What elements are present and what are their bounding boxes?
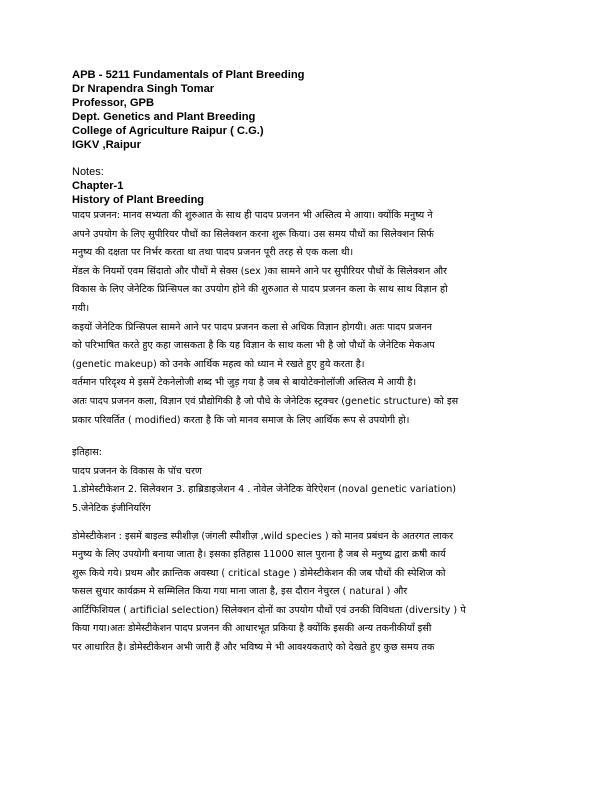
text-line: मेंडल के नियमों एवम सिंदातो और पौधों मे सेक्स (sex )का सामने आने पर सुपीरियर पौधों के सिलेक्शन और <box>72 265 447 277</box>
author-name: Dr Nrapendra Singh Tomar <box>72 83 215 95</box>
intro-paragraphs <box>72 207 542 430</box>
text-line: गयी। <box>72 302 90 314</box>
text-line: शुरू किये गये। प्रथम और क्रान्तिक अवस्था ( critical stage ) डोमेस्टीकेशन की जब पौधों की स्पेशिज को <box>72 567 446 579</box>
history-section <box>72 444 542 518</box>
domestication-paragraph <box>72 528 542 658</box>
chapter-title: History of Plant Breeding <box>72 194 205 206</box>
text-line: आर्टिफिशियल ( artificial selection) सिलेक्शन दोनों का उपयोग पौधों एवं उनकी विविधता (diversity ) पे <box>72 604 466 616</box>
author-position: Professor, GPB <box>72 97 155 109</box>
text-line: कइयों जेनेटिक प्रिन्सिपल सामने आने पर पादप प्रजनन कला से अधिक विज्ञान होगयी। अतः पादप प्रजनन <box>72 321 433 333</box>
history-heading: इतिहास: <box>72 447 102 459</box>
text-line: (genetic makeup) को उनके आर्थिक महत्व को ध्यान मे रखते हुए हुये करता है। <box>72 358 365 370</box>
text-line: पादप प्रजनन: मानव सभ्यता की शुरुआत के साथ ही पादप प्रजनन भी अस्तित्व मे आया। क्योंकि मनुष्य ने <box>72 210 433 221</box>
course-header <box>72 68 542 152</box>
stages-list: 1.डोमेस्टीकेशन 2. सिलेक्शन 3. हाब्रिडाइजेशन 4 . नोवेल जेनेटिक वेरिऐशन (noval genetic variation) <box>72 484 457 496</box>
university-name: IGKV ,Raipur <box>72 139 141 151</box>
chapter-number: Chapter-1 <box>72 180 124 192</box>
text-line: अतः पादप प्रजनन कला, विज्ञान एवं प्रौद्योगिकी है जो पौधे के जेनेटिक स्ट्रक्चर (genetic structure) को इस <box>72 395 459 407</box>
text-line: प्रकार परिवर्तित ( modified) करता है कि जो मानव समाज के लिए आर्थिक रूप से उपयोगी हो। <box>72 414 410 426</box>
text-line: फसल सुधार कार्यक्रम मे सम्मिलित किया गया माना जाता है, इस दौरान नेचुरल ( natural ) और <box>72 586 408 598</box>
stages-intro: पादप प्रजनन के विकास के पॉच चरण <box>72 465 202 477</box>
notes-label: Notes: <box>72 166 104 178</box>
text-line: अपने उपयोग के लिए सुपीरियर पौधों का सिलेक्शन करना शुरू किया। उस समय पौधों का सिलेक्शन सिर्फ <box>72 228 434 240</box>
department-name: Dept. Genetics and Plant Breeding <box>72 111 256 123</box>
stages-list-continued: 5.जेनेटिक इंजीनियरिंग <box>72 502 151 514</box>
text-line: को परिभाषित करते हुए कहा जासकता है कि यह विज्ञान के साथ कला भी है जो पौधों के जेनेटिक मेकअप <box>72 340 435 352</box>
text-line: किया गया।अतः डोमेस्टीकेशन पादप प्रजनन की आधारभूत प्रकिया है क्योंकि इसकी अन्य तकनीकीयाँ इसी <box>72 623 432 635</box>
text-line: विकास के लिए जेनेटिक प्रिन्सिपल का उपयोग होने की शुरुआत से पादप प्रजनन कला के साथ साथ विज्ञान हो <box>72 284 448 296</box>
college-name: College of Agriculture Raipur ( C.G.) <box>72 125 264 137</box>
text-line: पर आधारित है। डोमेस्टीकेशन अभी जारी हैं और भविष्य मे भी आवश्यकताऐ को देखते हुए कुछ समय तक <box>72 642 435 654</box>
document-page <box>72 68 542 658</box>
text-line: मनुष्य के लिए उपयोगी बनाया जाता है। इसका इतिहास 11000 साल पुराना है जब से मनुष्य द्वारा क्रषी कार्य <box>72 549 446 561</box>
text-line: वर्तमान परिदृश्य मे इसमें टेकनेलोजी शब्द भी जुड़ गया है जब से बायोटेक्नोलॉजी अस्तित्व मे आयी है। <box>72 377 417 389</box>
text-line: मनुष्य की दक्षता पर निर्भर करता था तथा पादप प्रजनन पूरी तरह से एक कला थी। <box>72 247 354 259</box>
text-line: डोमेस्टीकेशन : इसमें बाइल्ड स्पीशीज़ (जंगली स्पीशीज़ ,wild species ) को मानव प्रबंधन के अतरगत लाकर <box>72 530 453 542</box>
course-title: APB - 5211 Fundamentals of Plant Breeding <box>72 69 305 81</box>
